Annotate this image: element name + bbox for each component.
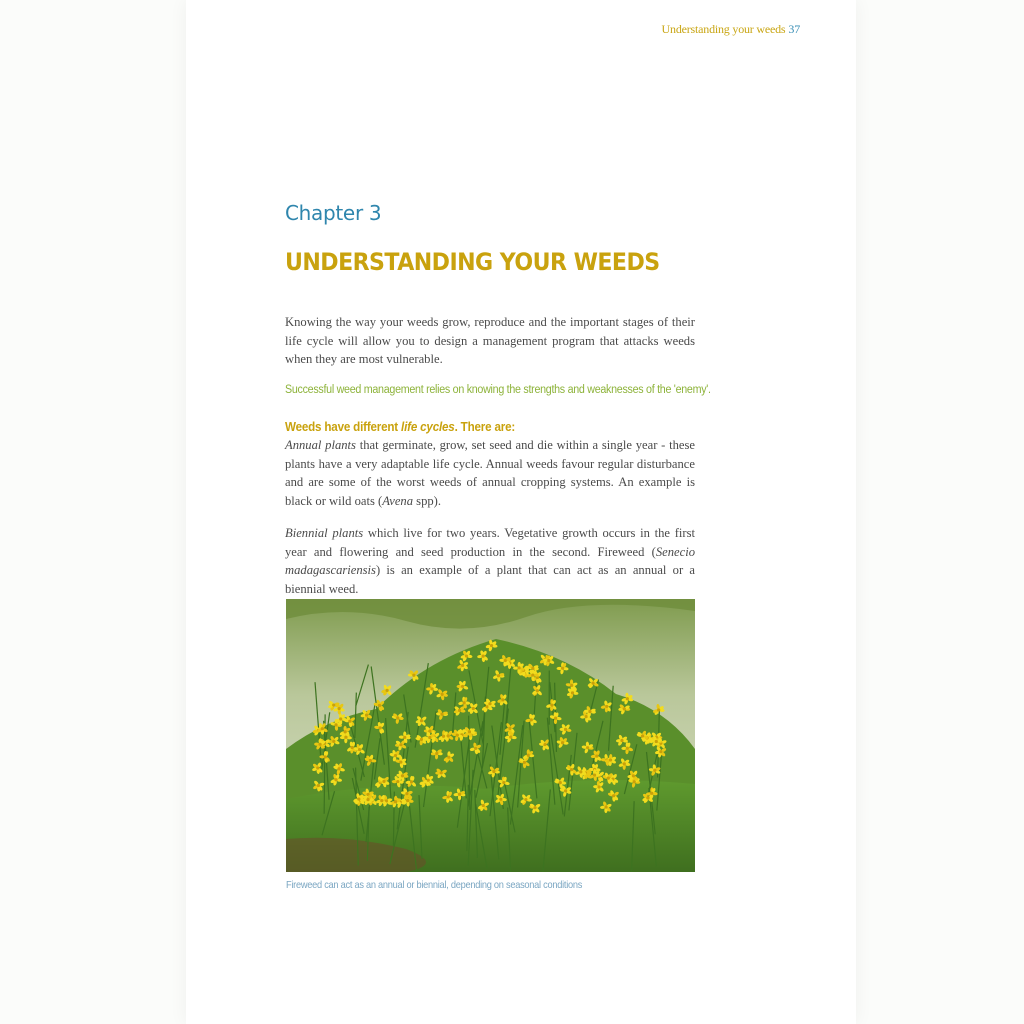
subhead-pre: Weeds have different [285,420,402,434]
fireweed-illustration [286,599,695,872]
annual-end: spp). [413,493,442,508]
subhead-emphasis: life cycles [401,420,455,434]
subhead-post: . There are: [454,420,516,434]
life-cycles-subheading [285,420,515,434]
biennial-term: Biennial plants [285,526,364,540]
annual-paragraph [285,436,695,510]
running-title: Understanding your weeds [661,22,786,36]
annual-species: Avena [382,493,414,508]
biennial-paragraph [285,524,695,598]
intro-paragraph: Knowing the way your weeds grow, reproduce and the important stages of their life cycle will allow you to design a management program that attacks weeds when they are most vulnerable. [285,315,695,366]
photo-caption: Fireweed can act as an annual or biennial, depending on seasonal conditions [286,879,583,891]
biennial-species: Senecio madagascariensis [285,544,695,577]
page-number: 37 [788,22,800,36]
chapter-label: Chapter 3 [285,201,382,225]
chapter-title: UNDERSTANDING YOUR WEEDS [285,248,660,276]
annual-text: that germinate, grow, set seed and die within a single year - these plants have a very adaptable life cycle. Annual weeds favour regular disturbance and are some of the worst weeds of annual cropping systems. An example is black or wild oats ( [285,438,695,508]
fireweed-photo [286,599,695,872]
annual-term: Annual plants [285,438,356,452]
callout-text: Successful weed management relies on knowing the strengths and weaknesses of the 'enemy'. [285,384,711,396]
running-head [662,22,800,37]
biennial-end: ) is an example of a plant that can act as an annual or a biennial weed. [285,563,695,596]
biennial-text: which live for two years. Vegetative growth occurs in the first year and flowering and seed production in the second. Fireweed ( [285,526,695,559]
